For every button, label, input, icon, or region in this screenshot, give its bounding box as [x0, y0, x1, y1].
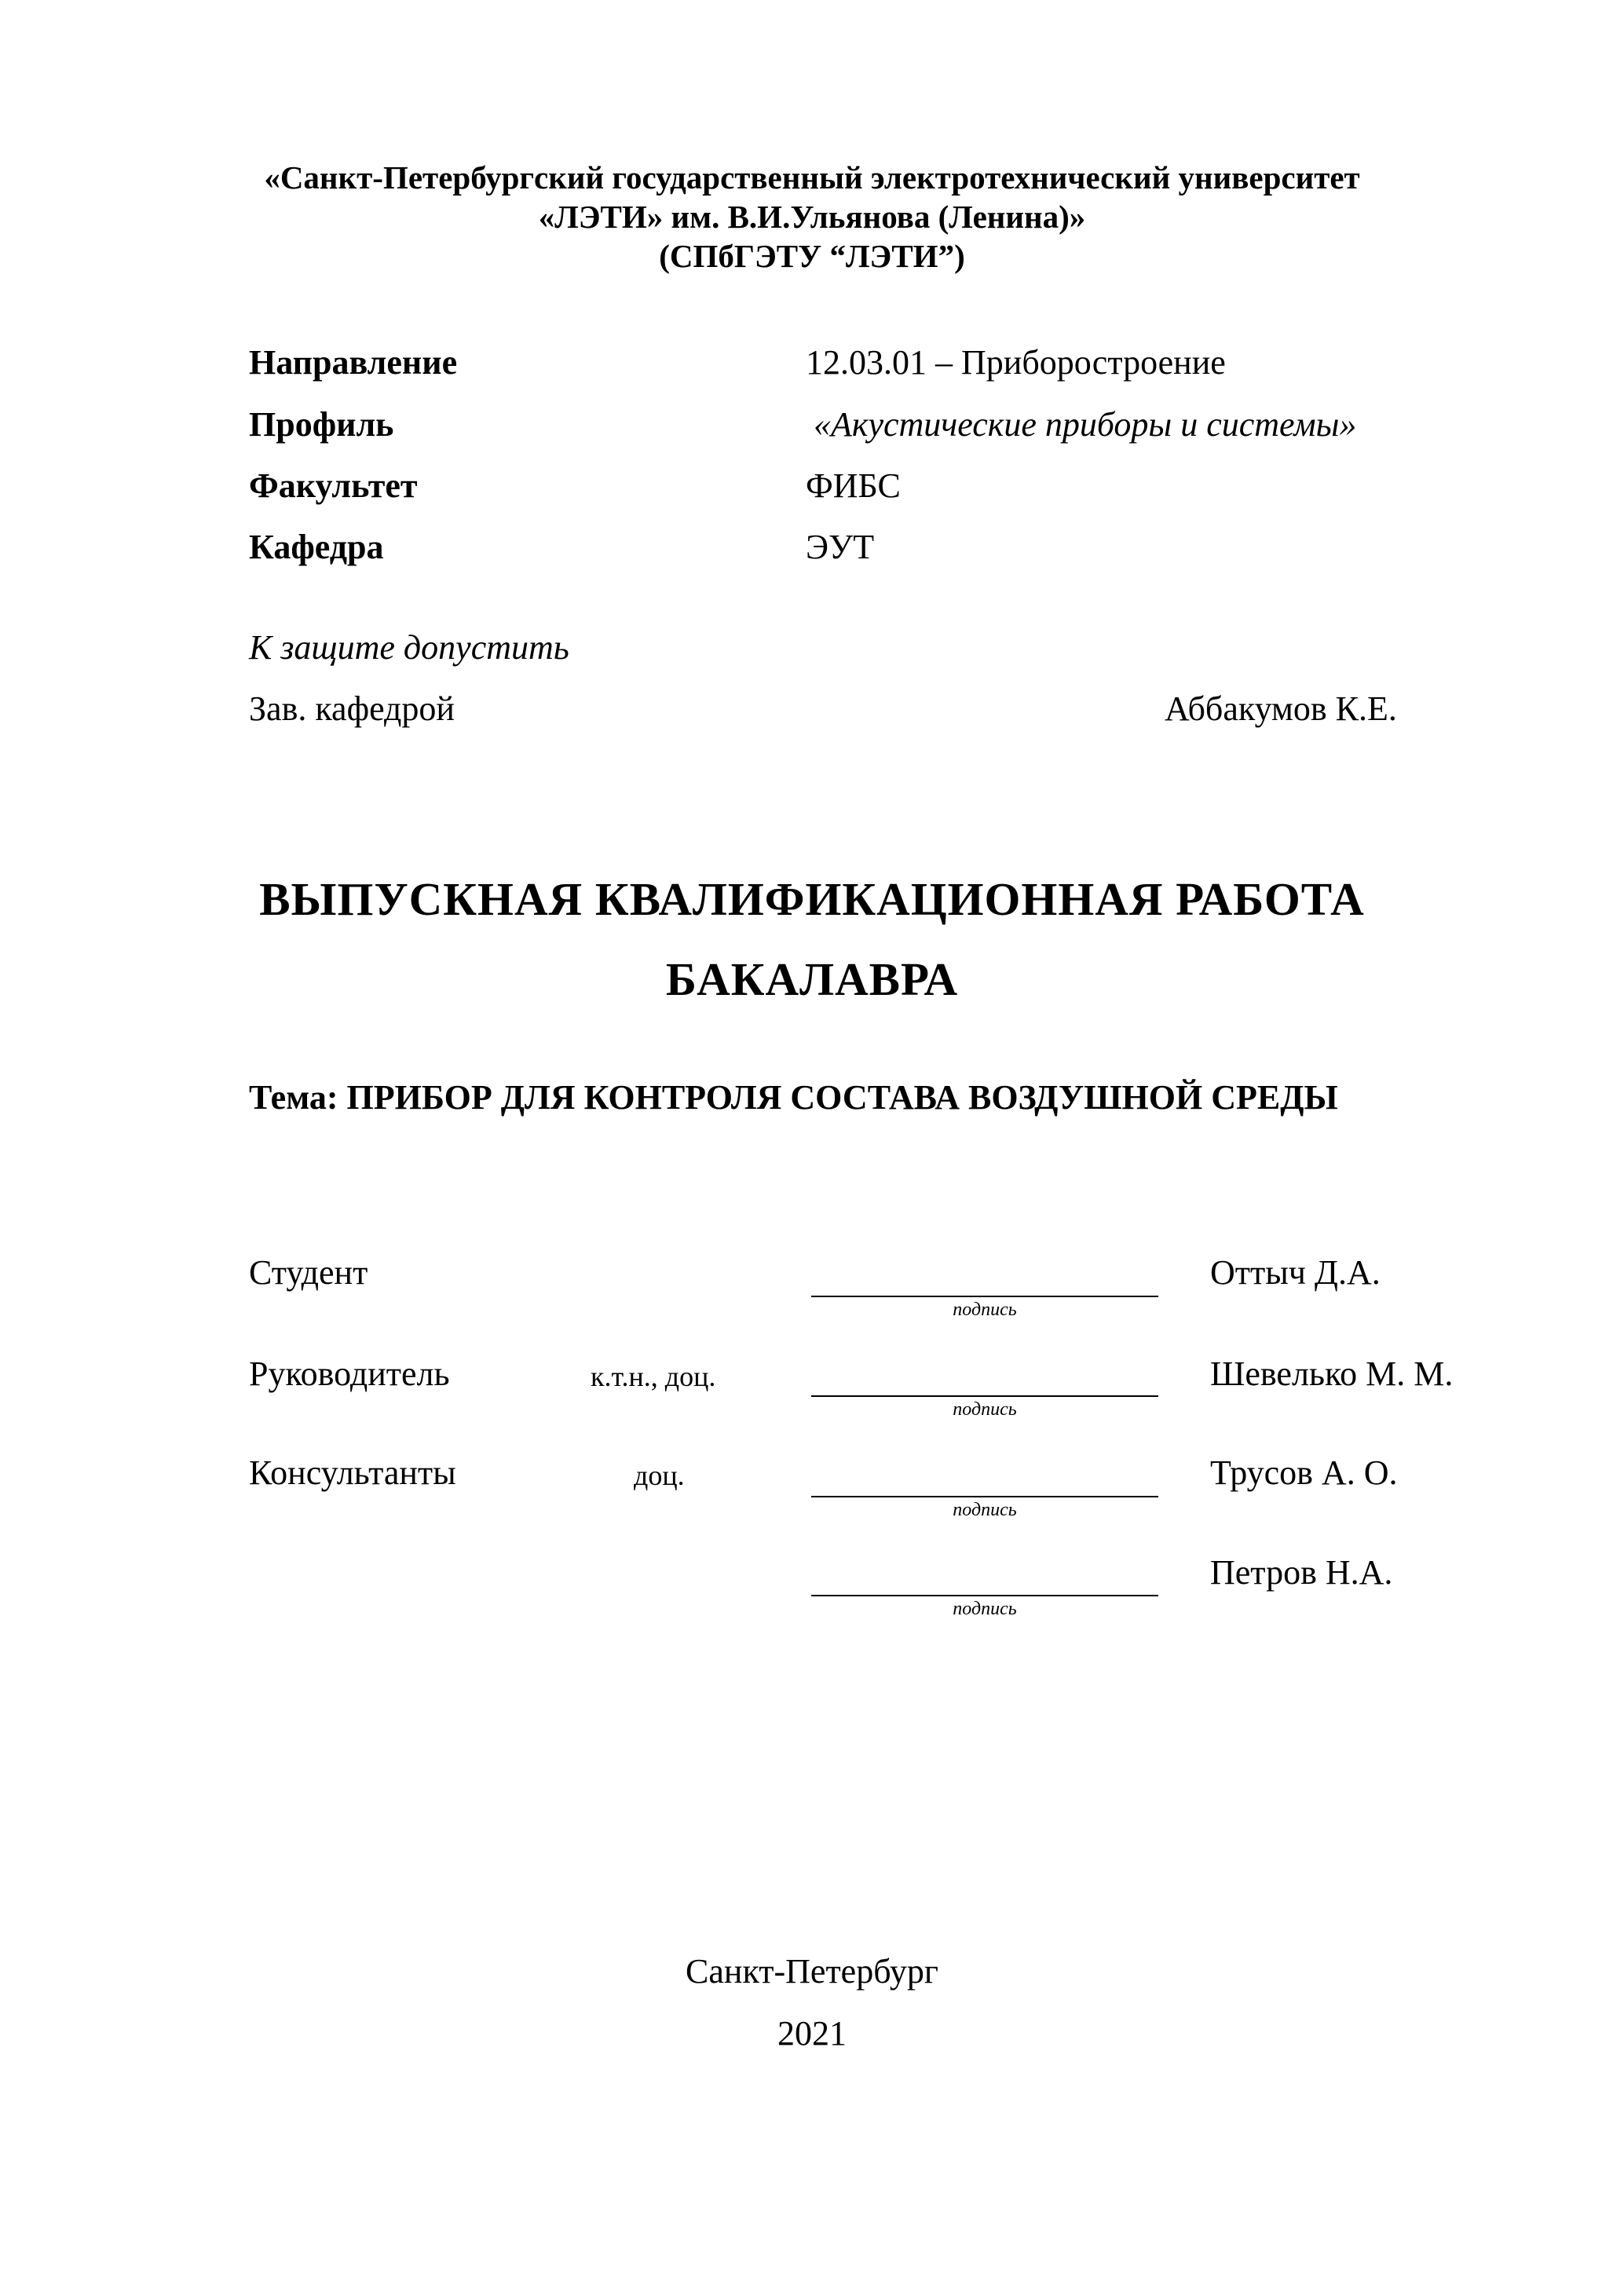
field-label-department: Кафедра	[249, 528, 384, 566]
topic: Тема: ПРИБОР ДЛЯ КОНТРОЛЯ СОСТАВА ВОЗДУШНОЙ СРЕДЫ	[249, 1078, 1338, 1117]
signature-degree-supervisor: к.т.н., доц.	[591, 1361, 716, 1392]
field-label-faculty: Факультет	[249, 466, 418, 505]
signature-role-consultants: Консультанты	[249, 1453, 456, 1492]
university-name-line-1: «Санкт-Петербургский государственный электротехнический университет	[264, 159, 1360, 196]
signature-degree-consultant: доц.	[634, 1460, 685, 1491]
signature-role-supervisor: Руководитель	[249, 1355, 450, 1393]
signature-line-student	[811, 1296, 1158, 1297]
signature-name-student: Оттыч Д.А.	[1210, 1253, 1381, 1292]
admission-name: Аббакумов К.Е.	[1165, 689, 1397, 728]
work-title-line-1: ВЫПУСКНАЯ КВАЛИФИКАЦИОННАЯ РАБОТА	[259, 873, 1365, 925]
university-abbreviation: (СПбГЭТУ “ЛЭТИ”)	[659, 238, 965, 274]
signature-line-consultant-1	[811, 1496, 1158, 1497]
work-title-line-2: БАКАЛАВРА	[665, 953, 959, 1005]
signature-role-student: Студент	[249, 1253, 368, 1292]
signature-line-consultant-2	[811, 1595, 1158, 1596]
signature-caption-supervisor: подпись	[953, 1399, 1017, 1420]
signature-line-supervisor	[811, 1395, 1158, 1397]
field-value-department: ЭУТ	[806, 528, 875, 566]
field-value-faculty: ФИБС	[806, 466, 901, 505]
signature-caption-consultant-2: подпись	[953, 1599, 1017, 1619]
signature-name-consultant-1: Трусов А. О.	[1210, 1453, 1398, 1492]
university-name-line-2: «ЛЭТИ» им. В.И.Ульянова (Ленина)»	[538, 199, 1086, 235]
admission-text: К защите допустить	[249, 628, 569, 667]
signature-name-consultant-2: Петров Н.А.	[1210, 1553, 1393, 1592]
field-label-direction: Направление	[249, 343, 458, 382]
field-label-profile: Профиль	[249, 405, 394, 444]
field-value-direction: 12.03.01 – Приборостроение	[806, 343, 1226, 382]
signature-caption-student: подпись	[953, 1300, 1017, 1320]
footer-year: 2021	[777, 2014, 847, 2053]
field-value-profile: «Акустические приборы и системы»	[814, 405, 1357, 444]
signature-name-supervisor: Шевелько М. М.	[1210, 1355, 1454, 1393]
footer-city: Санкт-Петербург	[686, 1952, 938, 1991]
signature-caption-consultant-1: подпись	[953, 1500, 1017, 1520]
admission-role: Зав. кафедрой	[249, 689, 455, 728]
